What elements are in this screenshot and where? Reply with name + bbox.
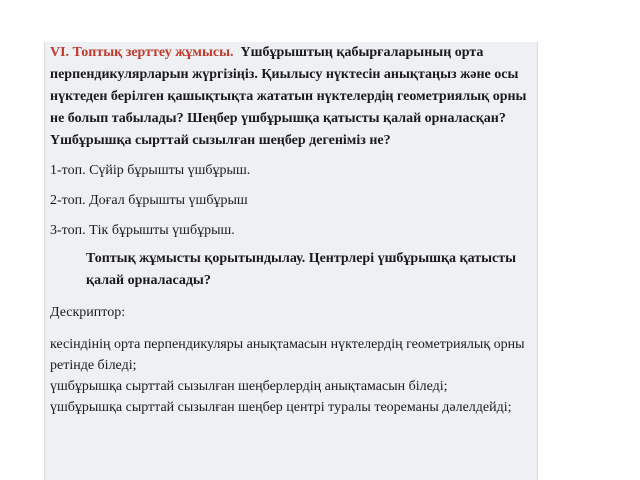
group-3: 3-топ. Тік бұрышты үшбұрыш. bbox=[50, 223, 235, 238]
descriptor-item: үшбұрышқа сырттай сызылған шеңберлердің анықтамасын біледі; bbox=[50, 379, 448, 394]
task-heading: VI. Топтық зерттеу жұмысы. bbox=[50, 45, 234, 60]
group-2: 2-топ. Доғал бұрышты үшбұрыш bbox=[50, 193, 248, 208]
task-paragraph bbox=[50, 42, 531, 152]
document-page bbox=[44, 42, 538, 480]
summary-question: Топтық жұмысты қорытындылау. Центрлері үшбұрышқа қатысты қалай орналасады? bbox=[86, 251, 517, 288]
descriptor-list bbox=[50, 334, 531, 418]
descriptor-item: кесіндінің орта перпендикуляры анықтамасын нүктелердің геометриялық орны ретінде біледі; bbox=[50, 337, 525, 373]
task-text: Үшбұрыштың қабырғаларының орта перпендикулярларын жүргізіңіз. Қиылысу нүктесін анықтаңыз және осы нүктеден берілген қашықтықта жататын нүктелердің геометриялық орны не болып табылады? Шеңбер үшбұрышқа қатысты қалай орналасқан? Үшбұрышқа сырттай сызылған шеңбер дегеніміз не? bbox=[50, 45, 527, 148]
descriptor-item: үшбұрышқа сырттай сызылған шеңбер центрі туралы теореманы дәлелдейді; bbox=[50, 400, 512, 415]
group-1: 1-топ. Сүйір бұрышты үшбұрыш. bbox=[50, 163, 251, 178]
descriptor-title: Дескриптор: bbox=[50, 305, 126, 320]
